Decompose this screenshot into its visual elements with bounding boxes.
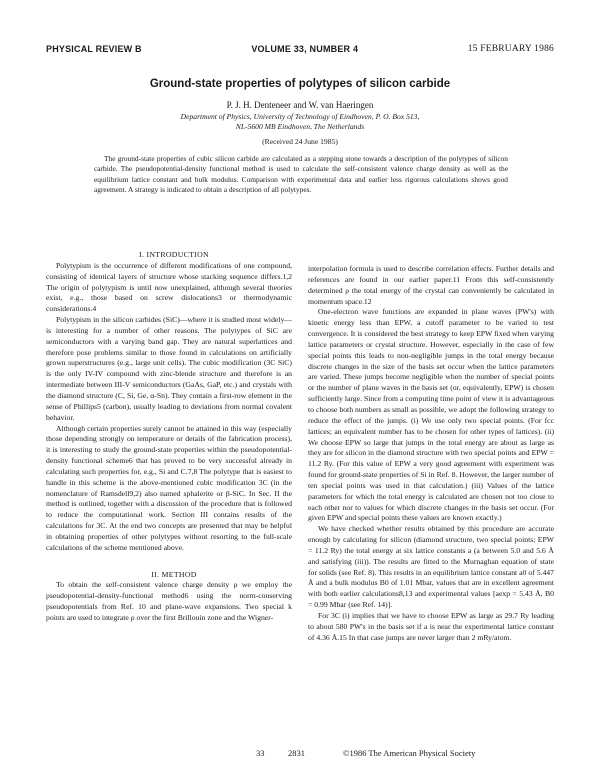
- footer-copyright: ©1986 The American Physical Society: [343, 748, 476, 758]
- authors: P. J. H. Denteneer and W. van Haeringen: [226, 100, 374, 110]
- journal-name: PHYSICAL REVIEW B: [46, 44, 142, 54]
- affiliation-line-2: NL-5600 MB Eindhoven, The Netherlands: [235, 122, 365, 131]
- section-heading-method: II. METHOD: [151, 569, 197, 579]
- affiliation: [0, 112, 600, 132]
- intro-paragraph-2: Polytypism in the silicon carbides (SiC)—where it is studied most widely—is interesting for a number of other reasons. The polytypes of SiC are semiconductors with a varying band gap. They are natural superlattices and therefore pose problems similar to those found in calculations on artificially grown superstructures (e.g., large unit cells). The cubic modification (3C SiC) is the only IV-IV compound with zinc-blende structure and therefore is an intermediate between III-V semiconductors (GaAs, GaP, etc.) and crystals with the diamond structure (C, Si, Ge, α-Sn). They contain a first-row element in the sense of Phillips5 (carbon), usually leading to deviations from normal covalent behavior.: [46, 315, 292, 422]
- affiliation-line-1: Department of Physics, University of Technology of Eindhoven, P. O. Box 513,: [180, 112, 420, 121]
- issue-date: 15 FEBRUARY 1986: [467, 44, 554, 54]
- footer-page-number: 2831: [288, 748, 305, 758]
- footer-volume: 33: [256, 748, 265, 758]
- section-heading-introduction: I. INTRODUCTION: [139, 250, 209, 259]
- plane-wave-paragraph: One-electron wave functions are expanded in plane waves (PW's) with kinetic energy less than EPW, a cutoff parameter to be varied to test convergence. It is considered the best strategy to keep EPW fixed when varying lattice parameters or crystal structure. However, especially in the case of few special points this leads to non-negligible jumps in the total energy because discrete changes in the size of the basis set occur when the lattice parameters are varied. These jumps become negligible when the number of special points or the number of plane waves in the basis set (or, equivalently, EPW) is chosen sufficiently large. Since from a computing time point of view it is advantageous to choose both numbers as small as possible, we adopt the following strategy to reduce the effect of the jumps. (i) We use only two special points. (For fcc lattices; an equivalent number has to be chosen for other types of lattices). (ii) We choose EPW so large that jumps in the total energy are about as large as they are for silicon in the diamond structure with two special points and EPW = 11.2 Ry. (For this value of EPW a very good agreement with experiment was found for ground-state properties of Si in Ref. 8. However, the larger number of ten special points was used in that calculation.) (iii) Values of the lattice parameters for which the total energy is calculated are chosen not too close to each other nor to values for which discrete changes in the basis set occur. (For given EPW and special points these values are known exactly.): [308, 307, 554, 523]
- method-paragraph: To obtain the self-consistent valence charge density ρ we employ the pseudopotential-density-functional method6 using the norm-conserving pseudopotentials from Ref. 10 and plane-wave expansions. Two special k points are used to integrate ρ over the first Brillouin zone and the Wigner-: [46, 580, 292, 622]
- section-gap: [46, 554, 292, 570]
- silicon-check-paragraph: We have checked whether results obtained by this procedure are accurate enough by calculating for silicon (diamond structure, two special points; EPW = 11.2 Ry) the total energy at six lattice constants a (a between 5.0 and 5.6 Å and satisfying (iii)). The results are fitted to the Murnaghan equation of state for solids (see Ref. 8). This results in an equilibrium lattice constant a0 of 5.447 Å and a bulk modulus B0 of 1.01 Mbar, values that are in excellent agreement with both earlier calculations8,13 and experimental values [aexp = 5.43 Å, B0 = 0.99 Mbar (see Ref. 14)].: [308, 524, 554, 610]
- abstract: The ground-state properties of cubic silicon carbide are calculated as a stepping stone towards a description of the polytypes of silicon carbide. The pseudopotential-density functional method is used to calculate the self-consistent valence charge density as well as the equilibrium lattice constant and bulk modulus. Comparison with experimental data and earlier less rigorous calculations shows good agreement. A strategy is indicated to obtain a description of all polytypes.: [94, 154, 508, 195]
- paper-title: Ground-state properties of polytypes of silicon carbide: [149, 78, 451, 90]
- right-column: [308, 264, 554, 644]
- intro-paragraph-3: Although certain properties surely cannot be attained in this way (especially those depending strongly on temperature or details of the fabrication process), it is interesting to study the ground-state properties within the pseudopotential-density functional scheme6 that has proved to be very successful already in calculating such properties for, e.g., Si and C.7,8 The polytype that is easiest to handle in this scheme is the above-mentioned cubic modification 3C (in the nomenclature of Ramsdell9,2) also named sphalerite or β-SiC. In Sec. II the method is outlined, together with a discussion of the procedure that is followed to reduce the computational work. Section III contains results of the calculations for 3C. At the end two concepts are presented that may be helpful in obtaining properties of other polytypes without resorting to the full-scale calculations of the scheme mentioned above.: [46, 423, 292, 552]
- cubic-sic-paragraph: For 3C (i) implies that we have to choose EPW as large as 29.7 Ry leading to about 580 PW's in the basis set if a is near the experimental lattice constant of 4.36 Å.15 In that case jumps are never larger than 2 mRy/atom.: [308, 611, 554, 642]
- volume-number: VOLUME 33, NUMBER 4: [251, 44, 359, 54]
- running-header: [46, 44, 554, 54]
- method-continuation: interpolation formula is used to describe correlation effects. Further details and references are found in our earlier paper.11 From this self-consistently determined ρ the total energy of the crystal can conveniently be calculated in momentum space.12: [308, 264, 554, 306]
- intro-paragraph-1: Polytypism is the occurrence of different modifications of one compound, consisting of identical layers of structure whose stacking sequence differs.1,2 The origin of polytypism is until now unexplained, although several theories exist, e.g., those based on screw dislocations3 or thermodynamic considerations.4: [46, 260, 292, 314]
- left-column: [46, 250, 292, 624]
- received-date: (Received 24 June 1985): [262, 137, 338, 146]
